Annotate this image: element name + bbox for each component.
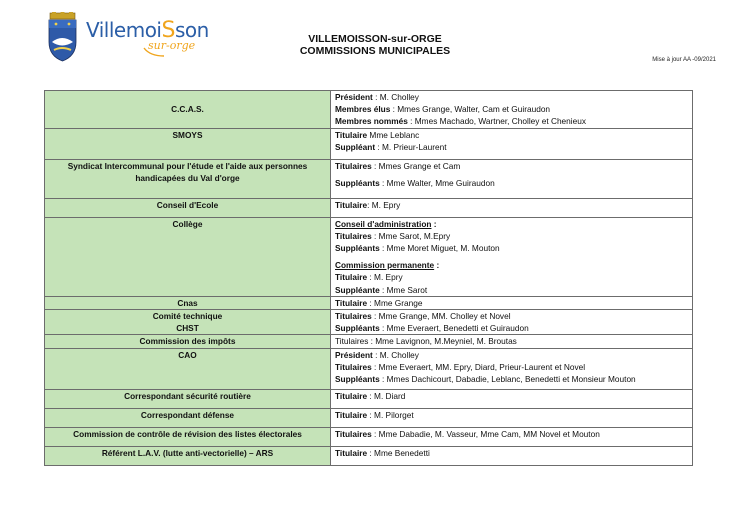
table-row <box>45 310 693 335</box>
commission-label: Comité technique CHST <box>45 310 331 335</box>
commission-label: Collège <box>45 217 331 296</box>
commission-members: Titulaire: M. Epry <box>331 198 693 217</box>
commission-label: Cnas <box>45 296 331 309</box>
commission-members: Titulaires : Mme Lavignon, M.Meyniel, M. Broutas <box>331 335 693 348</box>
commission-members: Titulaires : Mme Dabadie, M. Vasseur, Mme Cam, MM Novel et Mouton <box>331 427 693 446</box>
table-row <box>45 91 693 129</box>
commission-label: Syndicat Intercommunal pour l'étude et l'aide aux personnes handicapées du Val d'orge <box>45 159 331 198</box>
brand-subtitle: sur-orge <box>148 39 196 52</box>
table-row <box>45 408 693 427</box>
commission-members: Titulaire Mme Leblanc Suppléant : M. Prieur-Laurent <box>331 128 693 159</box>
commissions-table <box>44 90 693 466</box>
update-date: Mise à jour AA -09/2021 <box>652 57 716 63</box>
commission-members: Président : M. Cholley Membres élus : Mmes Grange, Walter, Cam et Guiraudon Membres nommés : Mmes Machado, Wartner, Cholley et Chenieux <box>331 91 693 129</box>
table-row <box>45 348 693 389</box>
commission-label: Commission des impôts <box>45 335 331 348</box>
coat-of-arms-icon <box>49 12 76 61</box>
commission-members: Conseil d'administration : Titulaires : Mme Sarot, M.Epry Suppléants : Mme Moret Miguet, M. Mouton Commission permanente : Titulaire : M. Epry Suppléante : Mme Sarot <box>331 217 693 296</box>
table-row <box>45 217 693 296</box>
table-row <box>45 128 693 159</box>
commission-label: Commission de contrôle de révision des listes électorales <box>45 427 331 446</box>
commission-label: Correspondant défense <box>45 408 331 427</box>
commission-members: Titulaires : Mme Grange, MM. Cholley et Novel Suppléants : Mme Everaert, Benedetti et Guiraudon <box>331 310 693 335</box>
commission-label: C.C.A.S. <box>45 91 331 129</box>
table-row <box>45 446 693 465</box>
table-row <box>45 389 693 408</box>
commission-members: Président : M. Cholley Titulaires : Mme Everaert, MM. Epry, Diard, Prieur-Laurent et Novel Suppléants : Mmes Dachicourt, Dabadie, Leblanc, Benedetti et Monsieur Mouton <box>331 348 693 389</box>
commission-members: Titulaire : Mme Benedetti <box>331 446 693 465</box>
document-title: VILLEMOISSON-sur-ORGE <box>308 33 442 45</box>
commission-label: CAO <box>45 348 331 389</box>
commission-members: Titulaires : Mmes Grange et Cam Suppléants : Mme Walter, Mme Guiraudon <box>331 159 693 198</box>
table-row <box>45 296 693 309</box>
commission-label: Conseil d'Ecole <box>45 198 331 217</box>
brand-name: VillemoiSson <box>86 18 209 43</box>
commission-members: Titulaire : Mme Grange <box>331 296 693 309</box>
table-row <box>45 427 693 446</box>
commission-label: SMOYS <box>45 128 331 159</box>
table-row <box>45 335 693 348</box>
commission-label: Correspondant sécurité routière <box>45 389 331 408</box>
table-row <box>45 198 693 217</box>
table-row <box>45 159 693 198</box>
document-subtitle: COMMISSIONS MUNICIPALES <box>299 45 451 57</box>
commission-members: Titulaire : M. Pilorget <box>331 408 693 427</box>
commission-members: Titulaire : M. Diard <box>331 389 693 408</box>
commission-label: Référent L.A.V. (lutte anti-vectorielle) – ARS <box>45 446 331 465</box>
